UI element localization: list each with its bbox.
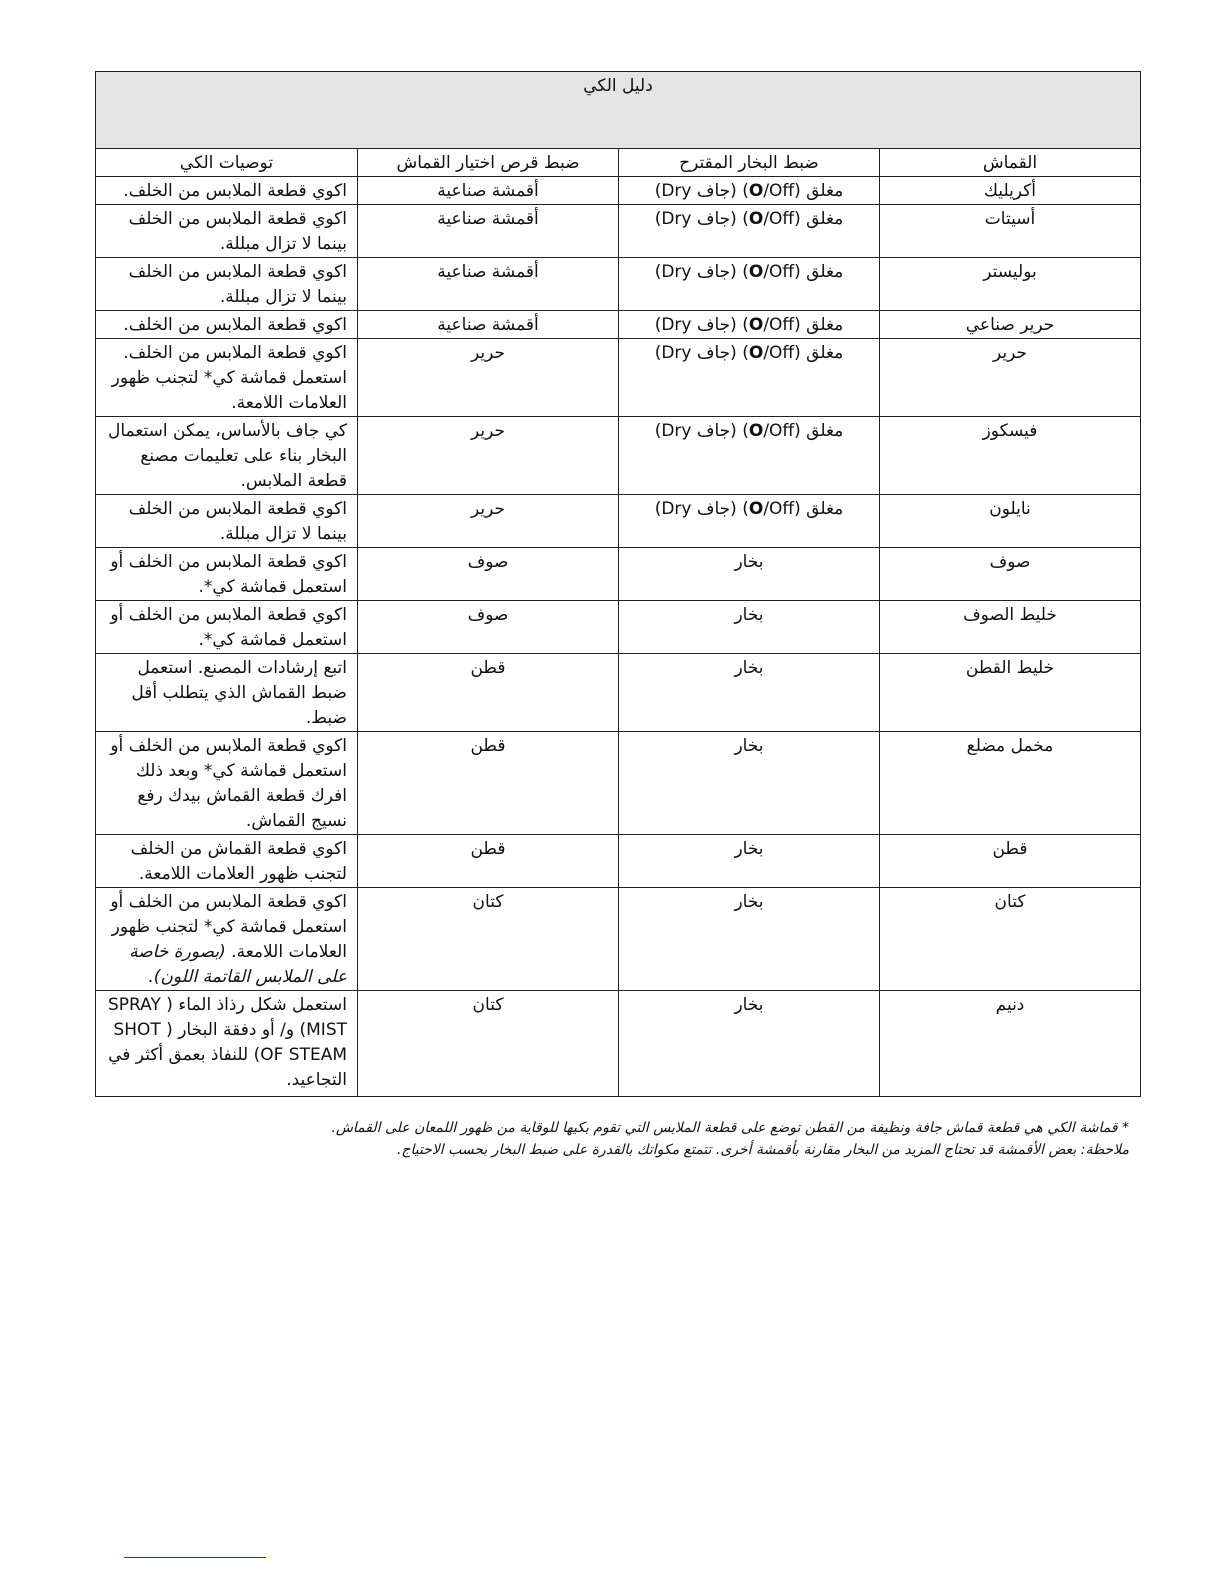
cell-recommendation (96, 339, 358, 417)
recommendation-text: اكوي قطعة الملابس من الخلف. (123, 181, 347, 201)
table-row (96, 417, 1141, 495)
cell-steam-setting: بخار (619, 835, 880, 888)
cell-recommendation (96, 548, 358, 601)
steam-off-prefix: مغلق ( (794, 421, 844, 441)
cell-recommendation (96, 417, 358, 495)
table-title: دليل الكي (96, 72, 1141, 149)
cell-dial-setting: قطن (358, 835, 619, 888)
steam-off-suffix: /Off) (جاف Dry) (654, 209, 795, 229)
table-row (96, 258, 1141, 311)
table-row (96, 732, 1141, 835)
cell-dial-setting: أقمشة صناعية (358, 311, 619, 339)
header-dial-setting: ضبط قرص اختيار القماش (358, 149, 619, 177)
cell-steam-setting: بخار (619, 888, 880, 991)
cell-steam-setting (619, 417, 880, 495)
steam-off-o: O (748, 209, 764, 229)
cell-recommendation (96, 888, 358, 991)
cell-steam-setting (619, 177, 880, 205)
cell-steam-setting: بخار (619, 654, 880, 732)
steam-off-label (655, 209, 844, 229)
recommendation-text: اكوي قطعة الملابس من الخلف أو استعمل قماشة كي* لتجنب ظهور العلامات اللامعة. (110, 892, 347, 962)
cell-fabric: أكريليك (880, 177, 1141, 205)
steam-off-suffix: /Off) (جاف Dry) (654, 315, 795, 335)
cell-steam-setting: بخار (619, 991, 880, 1097)
recommendation-text: اكوي قطعة الملابس من الخلف أو استعمل قماشة كي*. (110, 552, 347, 597)
recommendation-text: اكوي قطعة الملابس من الخلف أو استعمل قماشة كي* وبعد ذلك افرك قطعة القماش بيدك رفع نسيج القماش. (110, 736, 347, 831)
cell-fabric: مخمل مضلع (880, 732, 1141, 835)
steam-off-label (655, 181, 844, 201)
recommendation-text: اتبع إرشادات المصنع. استعمل ضبط القماش الذي يتطلب أقل ضبط. (131, 658, 347, 728)
recommendation-text: اكوي قطعة الملابس من الخلف بينما لا تزال مبللة. (128, 499, 347, 544)
table-row (96, 601, 1141, 654)
steam-off-label (655, 499, 844, 519)
recommendation-text: اكوي قطعة القماش من الخلف لتجنب ظهور العلامات اللامعة. (130, 839, 347, 884)
steam-off-o: O (748, 262, 764, 282)
cell-recommendation (96, 601, 358, 654)
cell-fabric: دنيم (880, 991, 1141, 1097)
header-steam-setting: ضبط البخار المقترح (619, 149, 880, 177)
steam-off-label (655, 262, 844, 282)
steam-off-o: O (748, 315, 764, 335)
cell-recommendation (96, 732, 358, 835)
cell-recommendation (96, 258, 358, 311)
recommendation-text: اكوي قطعة الملابس من الخلف. استعمل قماشة كي* لتجنب ظهور العلامات اللامعة. (111, 343, 347, 413)
table-row (96, 548, 1141, 601)
cell-steam-setting: بخار (619, 601, 880, 654)
steam-off-label (655, 315, 844, 335)
recommendation-text: اكوي قطعة الملابس من الخلف بينما لا تزال مبللة. (128, 262, 347, 307)
steam-off-prefix: مغلق ( (794, 343, 844, 363)
table-row (96, 495, 1141, 548)
table-row (96, 205, 1141, 258)
cell-fabric: قطن (880, 835, 1141, 888)
steam-off-o: O (748, 499, 764, 519)
table-row (96, 311, 1141, 339)
footnotes (96, 1117, 1141, 1161)
cell-recommendation (96, 311, 358, 339)
cell-dial-setting: أقمشة صناعية (358, 205, 619, 258)
steam-off-o: O (748, 421, 764, 441)
recommendation-italic-note: (بصورة خاصة على الملابس القاتمة اللون). (129, 942, 347, 987)
recommendation-text: اكوي قطعة الملابس من الخلف بينما لا تزال مبللة. (128, 209, 347, 254)
cell-dial-setting: حرير (358, 495, 619, 548)
table-row (96, 991, 1141, 1097)
cell-steam-setting (619, 205, 880, 258)
table-title-row (96, 72, 1141, 149)
cell-fabric: أسيتات (880, 205, 1141, 258)
cell-steam-setting (619, 258, 880, 311)
recommendation-text: اكوي قطعة الملابس من الخلف. (123, 315, 347, 335)
cell-steam-setting: بخار (619, 732, 880, 835)
steam-off-prefix: مغلق ( (794, 181, 844, 201)
steam-off-o: O (748, 181, 764, 201)
recommendation-text: اكوي قطعة الملابس من الخلف أو استعمل قماشة كي*. (110, 605, 347, 650)
steam-off-prefix: مغلق ( (794, 209, 844, 229)
document-page (96, 71, 1141, 1161)
cell-dial-setting: حرير (358, 417, 619, 495)
cell-dial-setting: حرير (358, 339, 619, 417)
cell-fabric: نايلون (880, 495, 1141, 548)
steam-off-suffix: /Off) (جاف Dry) (654, 421, 795, 441)
table-header-row (96, 149, 1141, 177)
steam-off-prefix: مغلق ( (794, 262, 844, 282)
table-row (96, 888, 1141, 991)
cell-fabric: كتان (880, 888, 1141, 991)
footnote-steam-note: ملاحظة: بعض الأقمشة قد تحتاج المزيد من البخار مقارنة بأقمشة أخرى. تتمتع مكواتك بالقدرة على ضبط البخار بحسب الاحتياج. (396, 1142, 1129, 1158)
table-row (96, 835, 1141, 888)
cell-recommendation (96, 835, 358, 888)
cell-fabric: خليط الصوف (880, 601, 1141, 654)
steam-off-label (655, 421, 844, 441)
table-row (96, 339, 1141, 417)
cell-fabric: بوليستر (880, 258, 1141, 311)
cell-dial-setting: كتان (358, 888, 619, 991)
table-row (96, 654, 1141, 732)
recommendation-text: استعمل شكل رذاذ الماء ( SPRAY MIST) و/ أو دفقة البخار ( SHOT OF STEAM) للنفاذ بعمق أكثر في التجاعيد. (108, 995, 347, 1090)
cell-fabric: صوف (880, 548, 1141, 601)
cell-dial-setting: صوف (358, 548, 619, 601)
footnote-pressing-cloth: * قماشة الكي هي قطعة قماش جافة ونظيفة من القطن توضع على قطعة الملابس التي تقوم بكيها للوقاية من ظهور اللمعان على القماش. (331, 1120, 1129, 1136)
steam-off-prefix: مغلق ( (794, 315, 844, 335)
cell-fabric: خليط القطن (880, 654, 1141, 732)
cell-recommendation (96, 991, 358, 1097)
steam-off-label (655, 343, 844, 363)
cell-steam-setting (619, 495, 880, 548)
footer-rule (124, 1557, 266, 1558)
cell-dial-setting: صوف (358, 601, 619, 654)
ironing-guide-table (95, 71, 1141, 1097)
cell-recommendation (96, 495, 358, 548)
steam-off-prefix: مغلق ( (794, 499, 844, 519)
cell-recommendation (96, 205, 358, 258)
cell-dial-setting: أقمشة صناعية (358, 258, 619, 311)
cell-recommendation (96, 654, 358, 732)
recommendation-text: كي جاف بالأساس، يمكن استعمال البخار بناء على تعليمات مصنع قطعة الملابس. (107, 421, 347, 491)
steam-off-suffix: /Off) (جاف Dry) (654, 499, 795, 519)
steam-off-suffix: /Off) (جاف Dry) (654, 181, 795, 201)
cell-steam-setting: بخار (619, 548, 880, 601)
cell-fabric: فيسكوز (880, 417, 1141, 495)
steam-off-o: O (748, 343, 764, 363)
cell-dial-setting: أقمشة صناعية (358, 177, 619, 205)
cell-steam-setting (619, 311, 880, 339)
steam-off-suffix: /Off) (جاف Dry) (654, 262, 795, 282)
cell-dial-setting: قطن (358, 654, 619, 732)
steam-off-suffix: /Off) (جاف Dry) (654, 343, 795, 363)
cell-steam-setting (619, 339, 880, 417)
header-fabric: القماش (880, 149, 1141, 177)
cell-recommendation (96, 177, 358, 205)
header-recommendations: توصيات الكي (96, 149, 358, 177)
cell-fabric: حرير صناعي (880, 311, 1141, 339)
cell-fabric: حرير (880, 339, 1141, 417)
cell-dial-setting: كتان (358, 991, 619, 1097)
table-row (96, 177, 1141, 205)
cell-dial-setting: قطن (358, 732, 619, 835)
